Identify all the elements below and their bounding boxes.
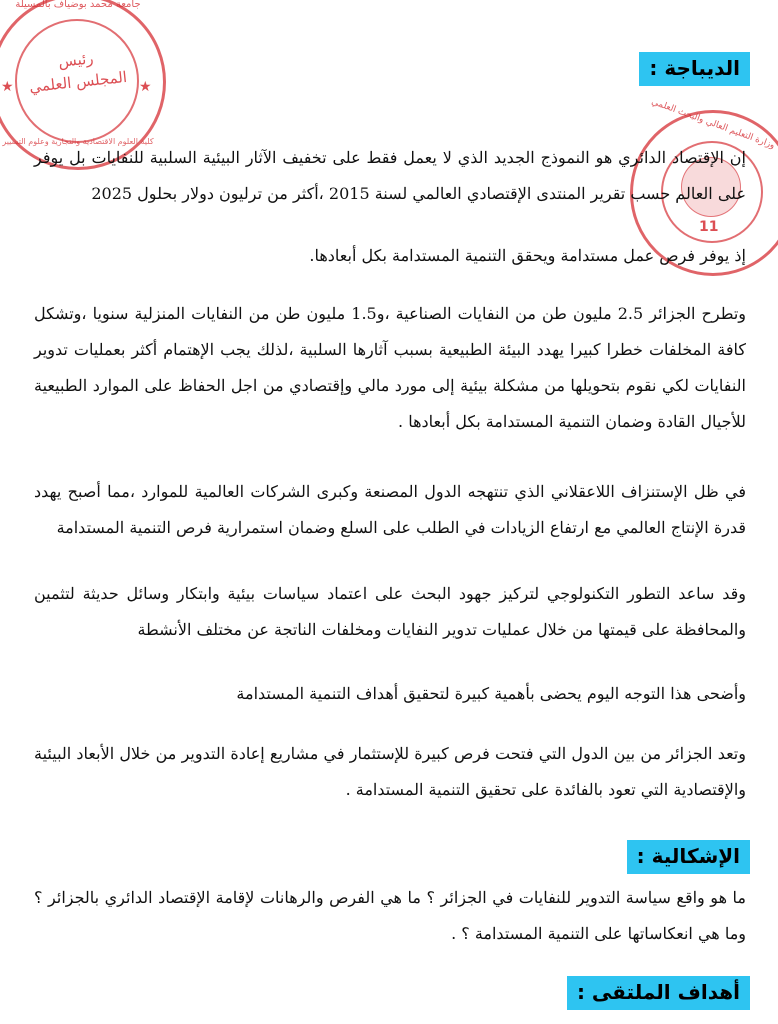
section-heading-problem: الإشكالية : [627,840,750,874]
star-icon: ★ [1,79,14,95]
council-stamp-bottom-text: كلية العلوم الاقتصادية والتجارية وعلوم التسيير [2,137,154,146]
preamble-paragraph-1: إن الإقتصاد الدائري هو النموذج الجديد الذي لا يعمل فقط على تخفيف الآثار البيئية السلبية للنفايات بل يوفر على العالم حسب تقرير المنتدى الإقتصادي العالمي لسنة 2015 ،أكثر من ترليون دولار بحلول 2025 [34,148,746,203]
preamble-paragraph-6: وأضحى هذا التوجه اليوم يحضى بأهمية كبيرة لتحقيق أهداف التنمية المستدامة [236,684,746,703]
star-icon: ★ [139,79,152,95]
council-stamp-ring-text: جامعة محمد بوضياف بالمسيلة [15,0,141,10]
preamble-paragraph-5: وقد ساعد التطور التكنولوجي لتركيز جهود البحث على اعتماد سياسات بيئية وابتكار وسائل حديثة لتثمين والمحافظة على قيمتها من خلال عمليات تدوير النفايات ومخلفات الناتجة عن مختلف الأنشطة [34,584,746,639]
council-stamp-line-2: المجلس العلمي [28,67,128,97]
preamble-paragraph-4: في ظل الإستنزاف اللاعقلاني الذي تنتهجه الدول المصنعة وكبرى الشركات العالمية للموارد ،مما أصبح يهدد قدرة الإنتاج العالمي مع ارتفاع الزيادات في الطلب على السلع وضمان استمرارية فرص التنمية المستدامة [34,482,746,537]
section-heading-preamble: الديباجة : [639,52,750,86]
council-stamp-center [13,43,141,100]
council-stamp-inner-ring [15,19,139,143]
section-heading-objectives: أهداف الملتقى : [567,976,750,1010]
ministry-seal-number: 11 [699,219,719,235]
preamble-paragraph-7: وتعد الجزائر من بين الدول التي فتحت فرص كبيرة للإستثمار في مشاريع إعادة التدوير من خلال الأبعاد البيئية والإقتصادية التي تعود بالفائدة على تحقيق التنمية المستدامة . [34,744,746,799]
council-stamp-line-1: رئيس [57,49,95,71]
preamble-paragraph-3: وتطرح الجزائر 2.5 مليون طن من النفايات الصناعية ،و1.5 مليون طن من النفايات المنزلية سنويا ،وتشكل كافة المخلفات خطرا كبيرا يهدد البيئة الطبيعية بسبب آثارها السلبية ،لذلك يجب الإهتمام أكثر بعمليات تدوير النفايات لكي نقوم بتحويلها من مشكلة بيئية إلى مورد مالي وإقتصادي من اجل الحفاظ على الموارد الطبيعية للأجيال القادة وضمان التنمية المستدامة بكل أبعادها . [34,304,747,431]
ministry-seal-ring-text: وزارة التعليم العالي والبحث العلمي [649,96,777,152]
preamble-paragraph-2: إذ يوفر فرص عمل مستدامة ويحقق التنمية المستدامة بكل أبعادها. [309,246,746,265]
problem-paragraph: ما هو واقع سياسة التدوير للنفايات في الجزائر ؟ ما هي الفرص والرهانات لإقامة الإقتصاد الدائري بالجزائر ؟ وما هي انعكاساتها على التنمية المستدامة ؟ . [34,888,746,943]
